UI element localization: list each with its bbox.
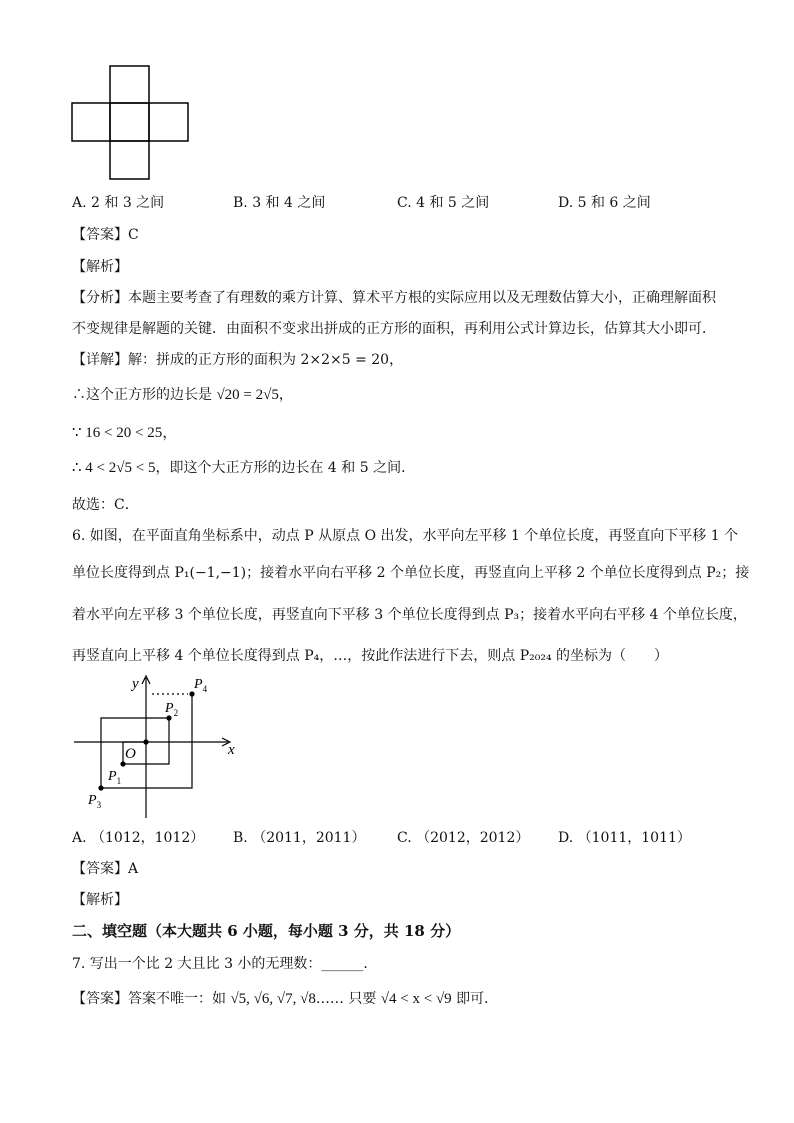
detail-text-1: 解：拼成的正方形的面积为 2×2×5 = 20， [128,352,404,368]
point-p1 [120,761,125,766]
point-p4 [189,691,194,696]
q6-analysis-tag: 【解析】 [72,892,128,908]
origin-label: O [125,746,136,762]
q5-choose: 故选：C． [72,497,139,513]
q5-option-d[interactable]: D. 5 和 6 之间 [558,195,651,211]
detail-text-4b: ，即这个大正方形的边长在 4 和 5 之间． [155,460,416,476]
q5-fenxi-line2: 不变规律是解题的关键．由面积不变求出拼成的正方形的面积，再利用公式计算边长，估算其大小即可． [72,321,716,337]
detail-math-4: ∴ 4 < 2√5 < 5 [72,460,156,476]
detail-text-2a: ∴这个正方形的边长是 [72,387,217,403]
q6-option-c[interactable]: C. （2012，2012） [397,830,530,846]
q7-answer [72,988,498,1008]
q5-answer [72,224,139,244]
q6-option-a[interactable]: A. （1012，1012） [72,830,205,846]
q5-detail-line3: ∵ 16 < 20 < 25， [72,425,178,441]
q6-stem-line1: 6. 如图，在平面直角坐标系中，动点 P 从原点 O 出发，水平向左平移 1 个单位长度，再竖直向下平移 1 个 [72,528,739,544]
fenxi-text-1: 本题主要考查了有理数的乘方计算、算术平方根的实际应用以及无理数估算大小，正确理解面积 [128,290,716,306]
q7-answer-text-a: 答案不唯一：如 [128,991,231,1007]
p2-label: $P_2$ [165,701,179,718]
q5-option-a[interactable]: A. 2 和 3 之间 [72,195,165,211]
answer-tag: 【答案】 [72,991,128,1007]
q5-option-c[interactable]: C. 4 和 5 之间 [397,195,490,211]
q6-answer [72,858,138,878]
q5-detail-line2 [72,384,293,404]
p3-label: $P_3$ [88,793,102,810]
q5-fenxi-line1 [72,287,716,307]
y-label: y [132,676,139,692]
detail-tag: 【详解】 [72,352,128,368]
cross-figure [70,64,192,182]
answer-value: A [128,861,139,877]
q7-answer-math2: √4 < x < √9 [380,991,452,1007]
p4-label: $P_4$ [194,677,208,694]
answer-value: C [128,227,139,243]
answer-tag: 【答案】 [72,861,128,877]
x-label: x [228,742,235,758]
q5-detail-line1 [72,349,403,369]
q6-option-b[interactable]: B. （2011，2011） [233,830,366,846]
q6-stem-line2: 单位长度得到点 P₁(−1,−1)；接着水平向右平移 2 个单位长度，再竖直向上平移 2 个单位长度得到点 P₂；接 [72,565,750,581]
detail-math-2: √20 = 2√5 [216,387,279,403]
section-heading: 二、填空题（本大题共 6 小题，每小题 3 分，共 18 分） [72,922,461,940]
q7-stem: 7. 写出一个比 2 大且比 3 小的无理数：______． [72,956,378,972]
q6-option-d[interactable]: D. （1011，1011） [558,830,691,846]
point-p3 [98,785,103,790]
q6-stem-line3: 着水平向左平移 3 个单位长度，再竖直向下平移 3 个单位长度得到点 P₃；接着水平向右平移 4 个单位长度， [72,607,747,623]
point-p2 [166,715,171,720]
detail-text-2b: ， [278,387,293,403]
answer-tag: 【答案】 [72,227,128,243]
p1-label: $P_1$ [108,769,122,786]
q7-answer-text-b: …… 只要 [315,991,381,1007]
q5-detail-line4 [72,457,415,477]
q5-option-b[interactable]: B. 3 和 4 之间 [233,195,326,211]
point-o [143,739,148,744]
fenxi-tag: 【分析】 [72,290,128,306]
q6-stem-line4: 再竖直向上平移 4 个单位长度得到点 P₄，…，按此作法进行下去，则点 P₂₀₂₄ 的坐标为（ ） [72,648,669,664]
q7-answer-text-c: 即可． [451,991,499,1007]
q5-analysis-tag: 【解析】 [72,259,128,275]
q7-answer-math: √5, √6, √7, √8 [230,991,316,1007]
spiral-coordinate-figure [70,672,240,822]
